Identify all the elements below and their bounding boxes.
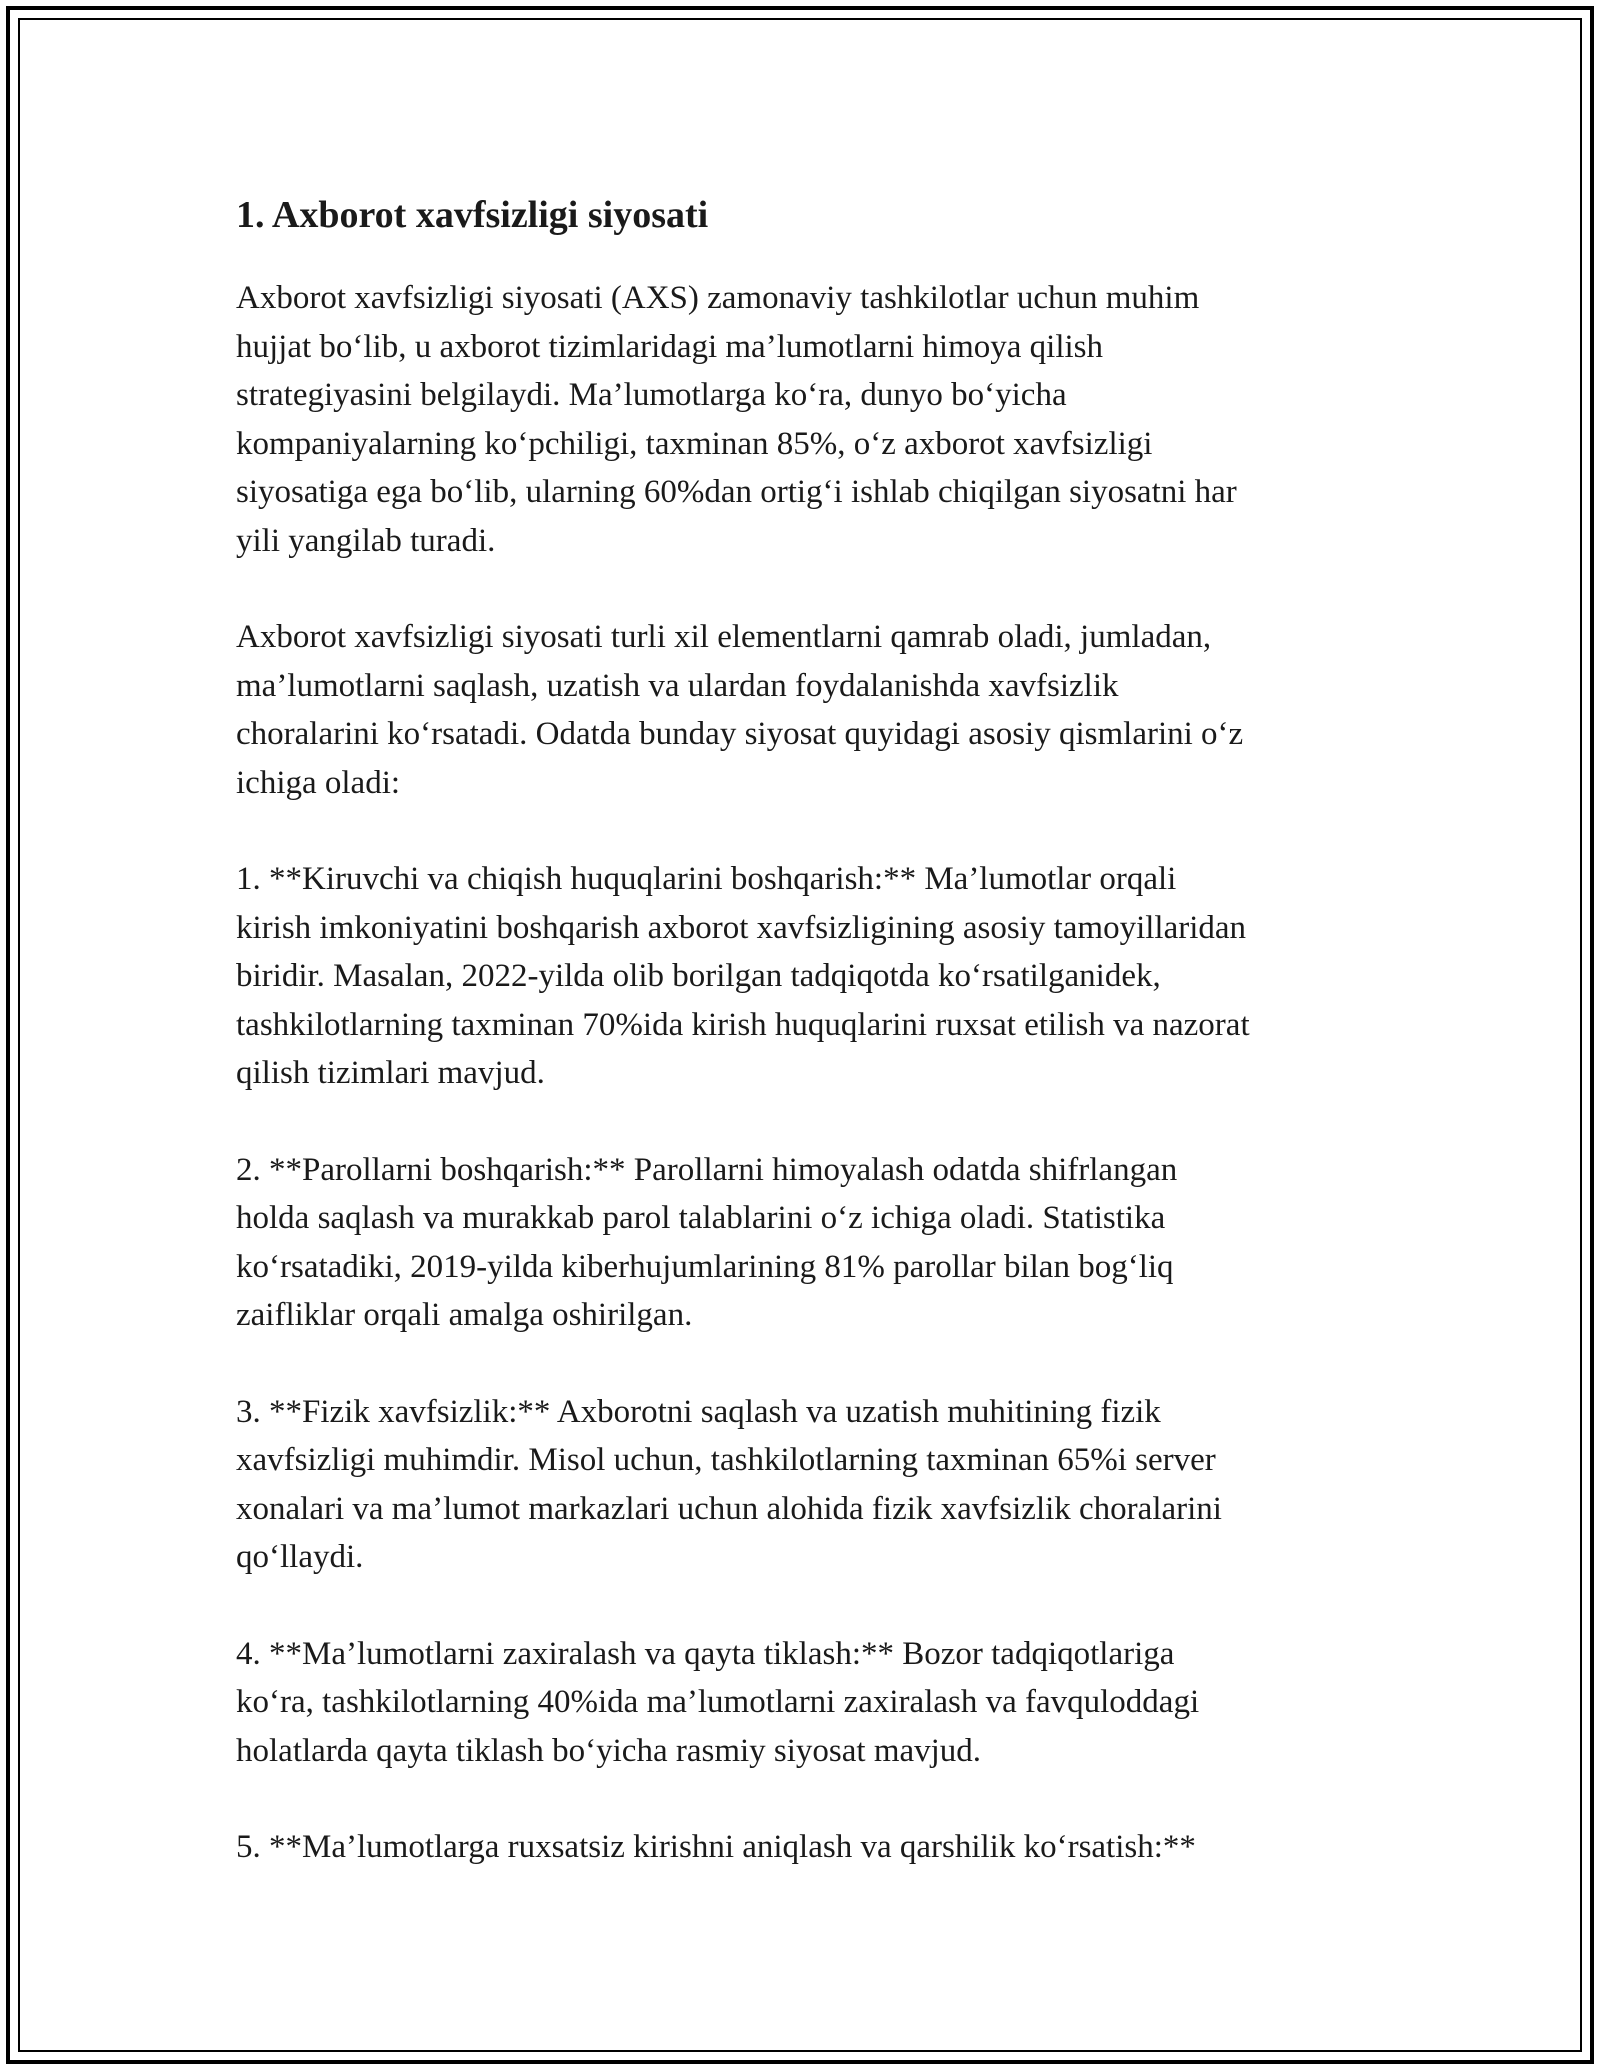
list-item-intrusion-detection: 5. **Ma’lumotlarga ruxsatsiz kirishni aniqlash va qarshilik ko‘rsatish:** [236, 1829, 1196, 1865]
list-item-password-management: 2. **Parollarni boshqarish:** Parollarni himoyalash odatda shifrlangan holda saqlash va murakkab parol talablarini o‘z ichiga oladi. Statistika ko‘rsatadiki, 2019-yilda kiberhujumlarining 81% parollar bilan bog‘liq zaifliklar orqali amalga oshirilgan. [236, 1151, 1178, 1333]
section-title: 1. Axborot xavfsizligi siyosati [236, 194, 709, 236]
list-item-physical-security: 3. **Fizik xavfsizlik:** Axborotni saqlash va uzatish muhitining fizik xavfsizligi muhimdir. Misol uchun, tashkilotlarning taxminan 65%i server xonalari va ma’lumot markazlari uchun alohida fizik xavfsizlik choralarini qo‘llaydi. [236, 1393, 1222, 1575]
list-item-backup-recovery: 4. **Ma’lumotlarni zaxiralash va qayta tiklash:** Bozor tadqiqotlariga ko‘ra, tashkilotlarning 40%ida ma’lumotlarni zaxiralash va favquloddagi holatlarda qayta tiklash bo‘yicha rasmiy siyosat mavjud. [236, 1635, 1200, 1769]
elements-paragraph: Axborot xavfsizligi siyosati turli xil elementlarni qamrab oladi, jumladan, ma’lumotlarni saqlash, uzatish va ulardan foydalanishda xavfsizlik choralarini ko‘rsatadi. Odatda bunday siyosat quyidagi asosiy qismlarini o‘z ichiga oladi: [236, 619, 1244, 801]
list-item-access-control: 1. **Kiruvchi va chiqish huquqlarini boshqarish:** Ma’lumotlar orqali kirish imkoniyatini boshqarish axborot xavfsizligining asosiy tamoyillaridan biridir. Masalan, 2022-yilda olib borilgan tadqiqotda ko‘rsatilganidek, tashkilotlarning taxminan 70%ida kirish huquqlarini ruxsat etilish va nazorat qilish tizimlari mavjud. [236, 861, 1250, 1091]
document-body [236, 188, 1376, 1920]
intro-paragraph: Axborot xavfsizligi siyosati (AXS) zamonaviy tashkilotlar uchun muhim hujjat bo‘lib, u axborot tizimlaridagi ma’lumotlarni himoya qilish strategiyasini belgilaydi. Ma’lumotlarga ko‘ra, dunyo bo‘yicha kompaniyalarning ko‘pchiligi, taxminan 85%, o‘z axborot xavfsizligi siyosatiga ega bo‘lib, ularning 60%dan ortig‘i ishlab chiqilgan siyosatni har yili yangilab turadi. [236, 280, 1237, 559]
